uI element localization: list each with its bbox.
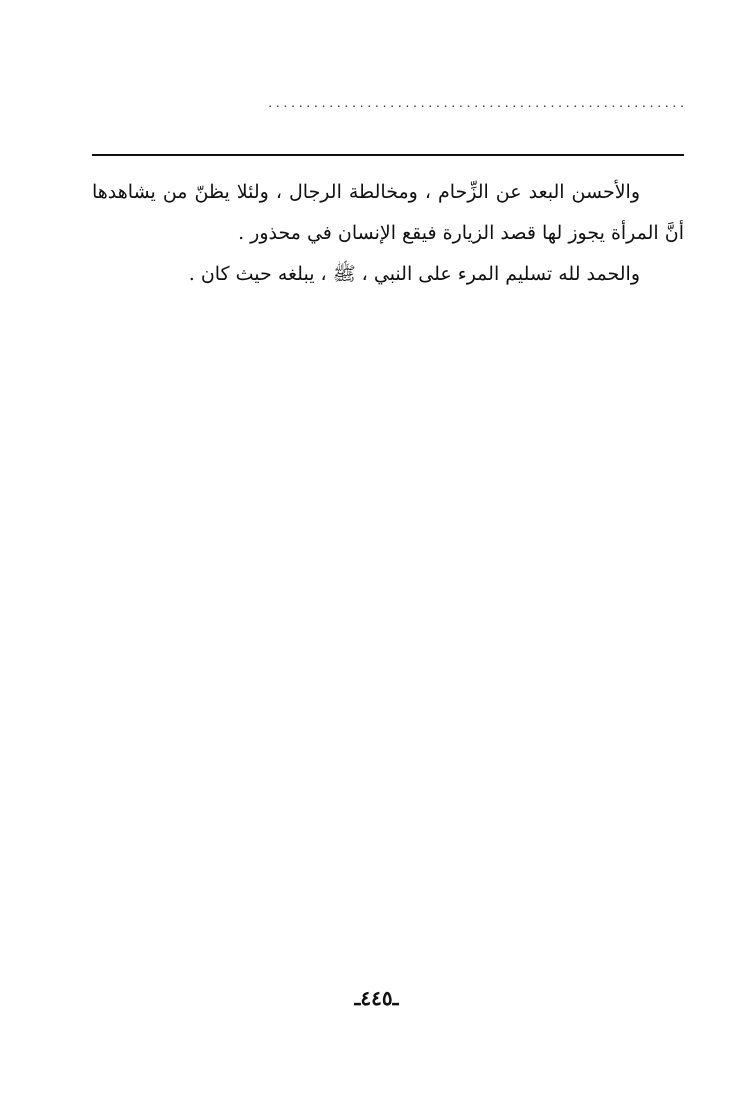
paragraph-line: أنَّ المرأة يجوز لها قصد الزيارة فيقع الإنسان في محذور . [238, 222, 684, 244]
paragraph-line: والحمد لله تسليم المرء على النبي ، ﷺ ، يبلغه حيث كان . [188, 263, 640, 285]
body-text [92, 172, 684, 295]
paragraph-line: والأحسن البعد عن الزِّحام ، ومخالطة الرجال ، ولئلا يظنّ من يشاهدها [92, 181, 640, 203]
dotted-separator: . . . . . . . . . . . . . . . . . . . . . . . . . . . . . . . . . . . . . . . . . . . . . . . . . . . . . . . [268, 96, 684, 110]
horizontal-rule [92, 154, 684, 156]
page-number: ـ٤٤٥ـ [354, 986, 399, 1010]
